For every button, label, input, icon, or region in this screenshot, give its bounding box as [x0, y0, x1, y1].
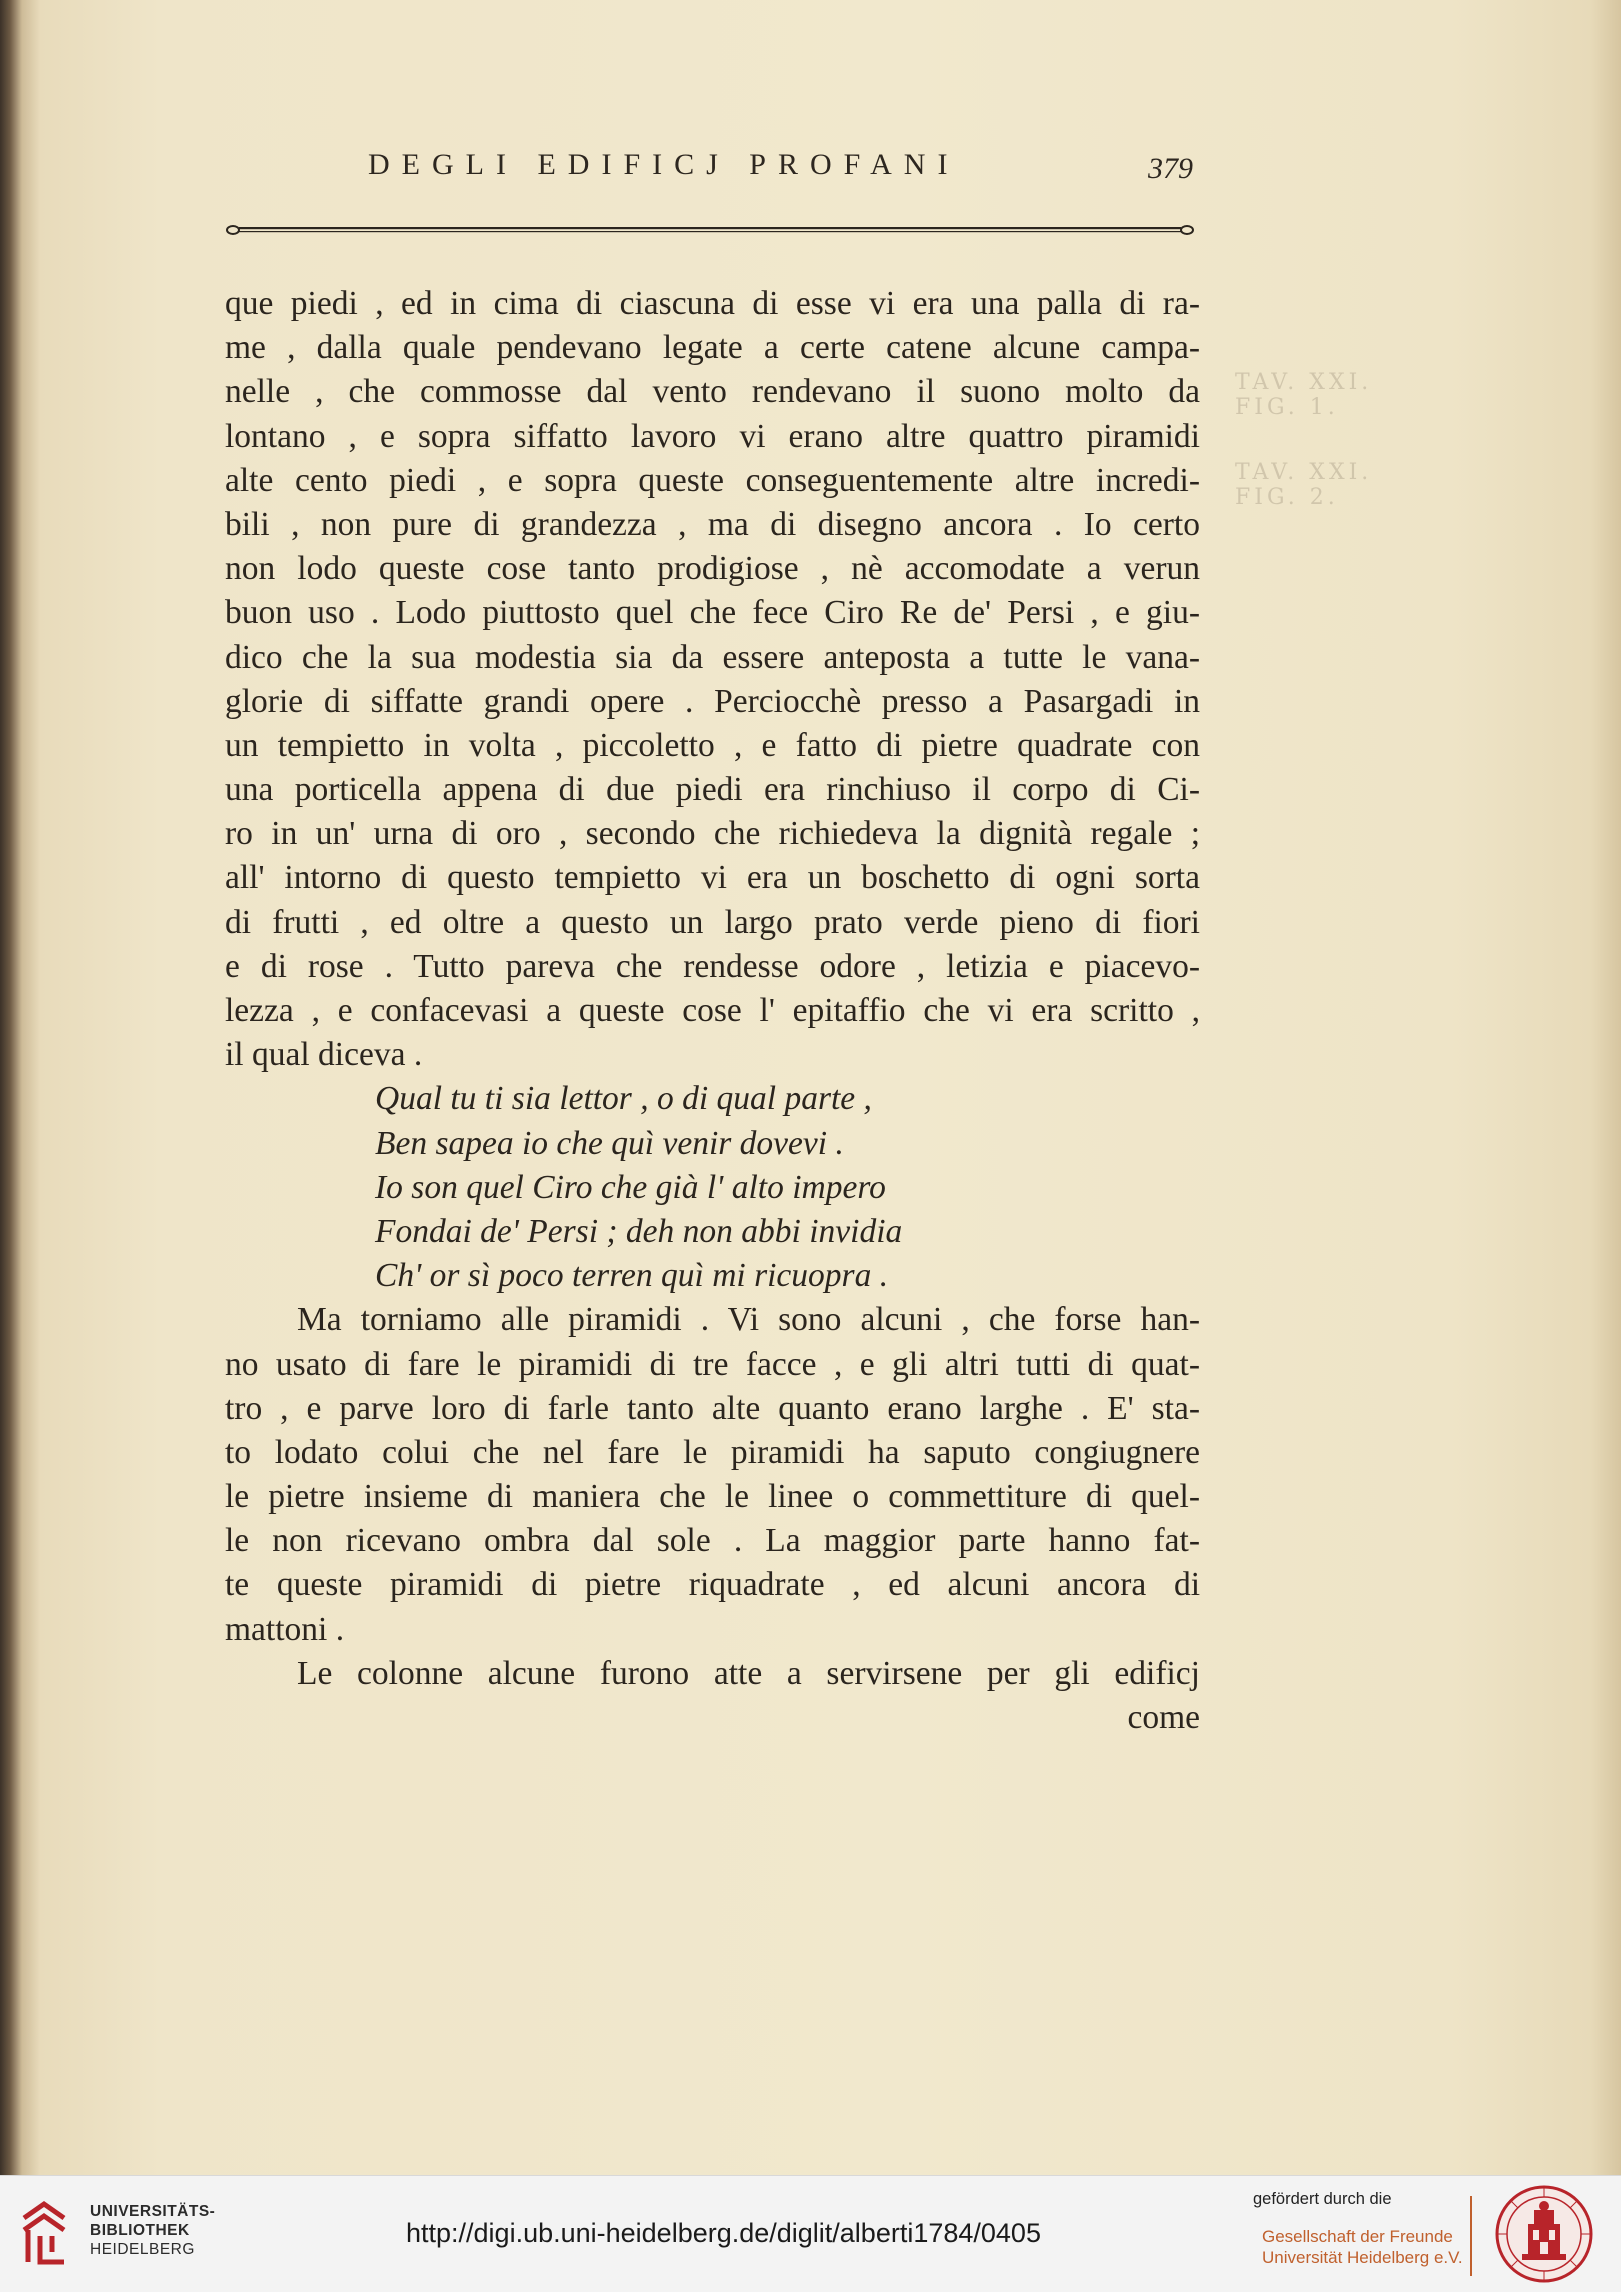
document-url-link[interactable]: http://digi.ub.uni-heidelberg.de/diglit/alberti1784/0405	[406, 2218, 1041, 2248]
bleed-text-1: TAV. XXI. FIG. 1.	[1235, 370, 1373, 420]
epitaph-verse: Qual tu ti sia lettor , o di qual parte ,	[375, 1080, 872, 1118]
text-line: glorie di siffatte grandi opere . Perciocchè presso a Pasargadi in	[225, 682, 1200, 720]
text-line: alte cento piedi , e sopra queste conseguentemente altre incredi-	[225, 461, 1200, 499]
text-line: una porticella appena di due piedi era rinchiuso il corpo di Ci-	[225, 771, 1200, 809]
ornamental-rule	[225, 222, 1195, 238]
text-line: all' intorno di questo tempietto vi era un boschetto di ogni sorta	[225, 859, 1200, 897]
library-name-line: UNIVERSITÄTS-	[90, 2203, 216, 2220]
text-line: nelle , che commosse dal vento rendevano il suono molto da	[225, 373, 1200, 411]
catchword: come	[1127, 1699, 1200, 1736]
university-seal-icon[interactable]	[1494, 2184, 1594, 2284]
text-line: dico che la sua modestia sia da essere anteposta a tutte le vana-	[225, 638, 1200, 676]
text-line: bili , non pure di grandezza , ma di disegno ancora . Io certo	[225, 505, 1200, 543]
text-line: buon uso . Lodo piuttosto quel che fece Ciro Re de' Persi , e giu-	[225, 594, 1200, 632]
text-line: Le colonne alcune furono atte a servirsene per gli edificj	[297, 1654, 1200, 1692]
text-line: le pietre insieme di maniera che le linee o commettiture di quel-	[225, 1478, 1200, 1516]
text-line: te queste piramidi di pietre riquadrate , ed alcuni ancora di	[225, 1566, 1200, 1604]
running-title: DEGLI EDIFICJ PROFANI	[368, 148, 960, 181]
epitaph-verse: Ch' or sì poco terren quì mi ricuopra .	[375, 1257, 889, 1295]
text-line: to lodato colui che nel fare le piramidi ha saputo congiugnere	[225, 1433, 1200, 1471]
epitaph-verse: Fondai de' Persi ; deh non abbi invidia	[375, 1212, 903, 1250]
main-text	[225, 282, 1200, 1740]
footer-divider	[1470, 2196, 1472, 2276]
text-line: tro , e parve loro di farle tanto alte quanto erano larghe . E' sta-	[225, 1389, 1200, 1427]
sponsor-name-line: Universität Heidelberg e.V.	[1262, 2248, 1463, 2267]
sponsor-name-link[interactable]	[1262, 2226, 1463, 2268]
page-header	[230, 148, 1210, 196]
text-line: il qual diceva .	[225, 1036, 423, 1074]
sponsor-label: gefördert durch die	[1253, 2190, 1392, 2208]
page-number: 379	[1148, 152, 1193, 185]
library-name-line: HEIDELBERG	[90, 2241, 195, 2258]
text-line: no usato di fare le piramidi di tre facce , e gli altri tutti di quat-	[225, 1345, 1200, 1383]
text-line: di frutti , ed oltre a questo un largo prato verde pieno di fiori	[225, 903, 1200, 941]
university-library-logo-icon[interactable]	[18, 2196, 70, 2268]
sponsor-name-line: Gesellschaft der Freunde	[1262, 2227, 1453, 2246]
text-line: lontano , e sopra siffatto lavoro vi erano altre quattro piramidi	[225, 417, 1200, 455]
text-line: ro in un' urna di oro , secondo che richiedeva la dignità regale ;	[225, 815, 1200, 853]
text-line: lezza , e confacevasi a queste cose l' epitaffio che vi era scritto ,	[225, 992, 1200, 1029]
text-line: e di rose . Tutto pareva che rendesse odore , letizia e piacevo-	[225, 947, 1200, 985]
text-line: un tempietto in volta , piccoletto , e fatto di pietre quadrate con	[225, 726, 1200, 764]
viewer-footer	[0, 2175, 1621, 2292]
text-line: non lodo queste cose tanto prodigiose , nè accomodate a verun	[225, 550, 1200, 588]
text-line: que piedi , ed in cima di ciascuna di esse vi era una palla di ra-	[225, 285, 1200, 322]
epitaph-verse: Io son quel Ciro che già l' alto impero	[375, 1168, 886, 1206]
reverse-side-bleed-through	[1235, 370, 1375, 810]
library-name-line: BIBLIOTHEK	[90, 2222, 190, 2239]
library-name[interactable]	[90, 2202, 215, 2259]
text-line: me , dalla quale pendevano legate a certe catene alcune campa-	[225, 329, 1200, 367]
text-line: le non ricevano ombra dal sole . La maggior parte hanno fat-	[225, 1522, 1200, 1560]
text-line: mattoni .	[225, 1610, 345, 1648]
epitaph-verse: Ben sapea io che quì venir dovevi .	[375, 1124, 844, 1162]
text-line: Ma torniamo alle piramidi . Vi sono alcuni , che forse han-	[297, 1301, 1200, 1339]
bleed-text-2: TAV. XXI. FIG. 2.	[1235, 460, 1373, 510]
